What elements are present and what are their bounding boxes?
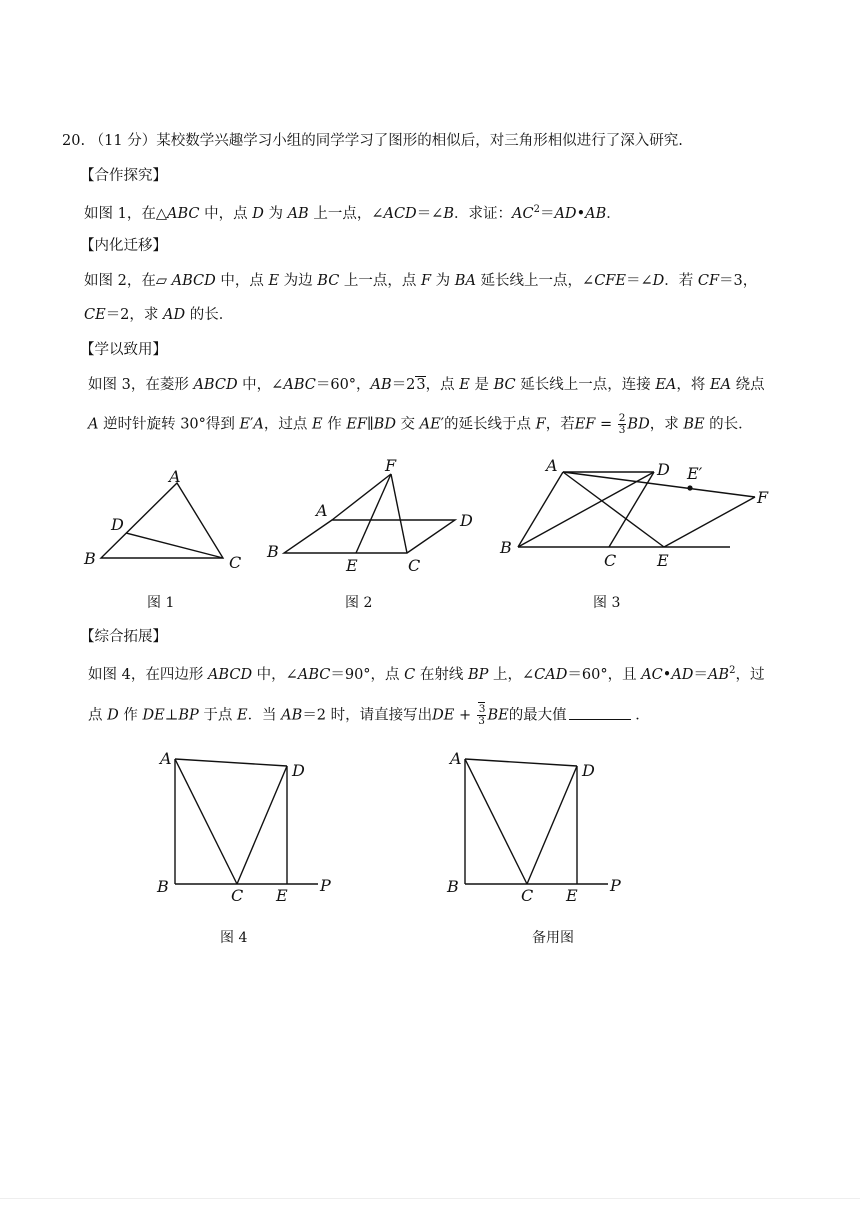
- section4-text-line2: 点 D 作 DE⊥BP 于点 E．当 AB＝2 时，请直接写出DE + $\frac{3}{3}$ BE的最大值 ．: [88, 703, 650, 727]
- problem-number: 20.: [62, 133, 86, 149]
- figure-3: [518, 472, 755, 547]
- fig3-label-B: B: [500, 538, 512, 557]
- fig2-label-D: D: [460, 511, 473, 530]
- spare-label-P: P: [610, 876, 621, 895]
- fig4-label-A: A: [160, 749, 172, 768]
- fig3-label-C: C: [604, 551, 617, 570]
- fig4-label-B: B: [157, 877, 169, 896]
- section2-text-line2: CE＝2，求 AD 的长．: [84, 307, 234, 323]
- fig1-label-C: C: [229, 553, 242, 572]
- caption-spare-figure: 备用图: [532, 930, 574, 946]
- section4-text-line1: 如图 4，在四边形 ABCD 中，∠ABC＝90°，点 C 在射线 BP 上，∠CAD＝60°，且 $AC•AD=AB^2$，过: [88, 665, 765, 683]
- fig4-label-P: P: [320, 876, 331, 895]
- section1-text: 如图 1，在△ABC 中，点 D 为 AB 上一点，∠ACD＝∠B．求证：$AC^2=AD•AB$．: [84, 204, 621, 222]
- fig3-label-F: F: [757, 488, 769, 507]
- fig4-label-C: C: [231, 886, 244, 905]
- spare-label-C: C: [521, 886, 534, 905]
- fig3-label-A: A: [546, 456, 558, 475]
- answer-blank[interactable]: [569, 705, 631, 720]
- fig2-label-E: E: [346, 556, 358, 575]
- fig2-label-F: F: [385, 456, 397, 475]
- fig4-label-E: E: [276, 886, 288, 905]
- spare-label-B: B: [447, 877, 459, 896]
- caption-figure-4: 图 4: [220, 930, 248, 946]
- spare-label-D: D: [582, 761, 595, 780]
- caption-figure-1: 图 1: [147, 595, 175, 611]
- section-title-internalize: 【内化迁移】: [80, 238, 167, 254]
- fig1-label-A: A: [169, 467, 181, 486]
- figure-2: [284, 474, 455, 553]
- problem-intro: 某校数学兴趣学习小组的同学学习了图形的相似后，对三角形相似进行了深入研究.: [156, 133, 683, 149]
- fig1-label-D: D: [111, 515, 124, 534]
- section-title-apply: 【学以致用】: [80, 342, 167, 358]
- spare-label-E: E: [566, 886, 578, 905]
- fig4-label-D: D: [292, 761, 305, 780]
- fig3-label-E: E: [657, 551, 669, 570]
- fig3-point-Eprime: [687, 485, 692, 490]
- section-title-extend: 【综合拓展】: [80, 629, 167, 645]
- fig2-label-A: A: [316, 501, 328, 520]
- fig3-label-D: D: [657, 460, 670, 479]
- section3-text-line1: 如图 3，在菱形 ABCD 中，∠ABC＝60°，AB＝23，点 E 是 BC 延长线上一点，连接 EA，将 EA 绕点: [88, 377, 765, 393]
- fig2-label-C: C: [408, 556, 421, 575]
- problem-score: （11 分）: [89, 133, 157, 149]
- caption-figure-3: 图 3: [593, 595, 621, 611]
- section-title-cooperation: 【合作探究】: [80, 168, 167, 184]
- fig3-label-Eprime: E′: [687, 464, 703, 483]
- fig2-label-B: B: [267, 542, 279, 561]
- caption-figure-2: 图 2: [345, 595, 373, 611]
- fig1-label-B: B: [84, 549, 96, 568]
- section3-text-line2: A 逆时针旋转 30°得到 E′A，过点 E 作 EF∥BD 交 AE′的延长线于点 F，若EF = $\frac{2}{3}$ BD，求 BE 的长．: [88, 412, 753, 436]
- page-bottom-rule: [0, 1198, 860, 1199]
- section2-text-line1: 如图 2，在▱ ABCD 中，点 E 为边 BC 上一点，点 F 为 BA 延长线上一点，∠CFE＝∠D．若 CF＝3，: [84, 273, 758, 289]
- spare-label-A: A: [450, 749, 462, 768]
